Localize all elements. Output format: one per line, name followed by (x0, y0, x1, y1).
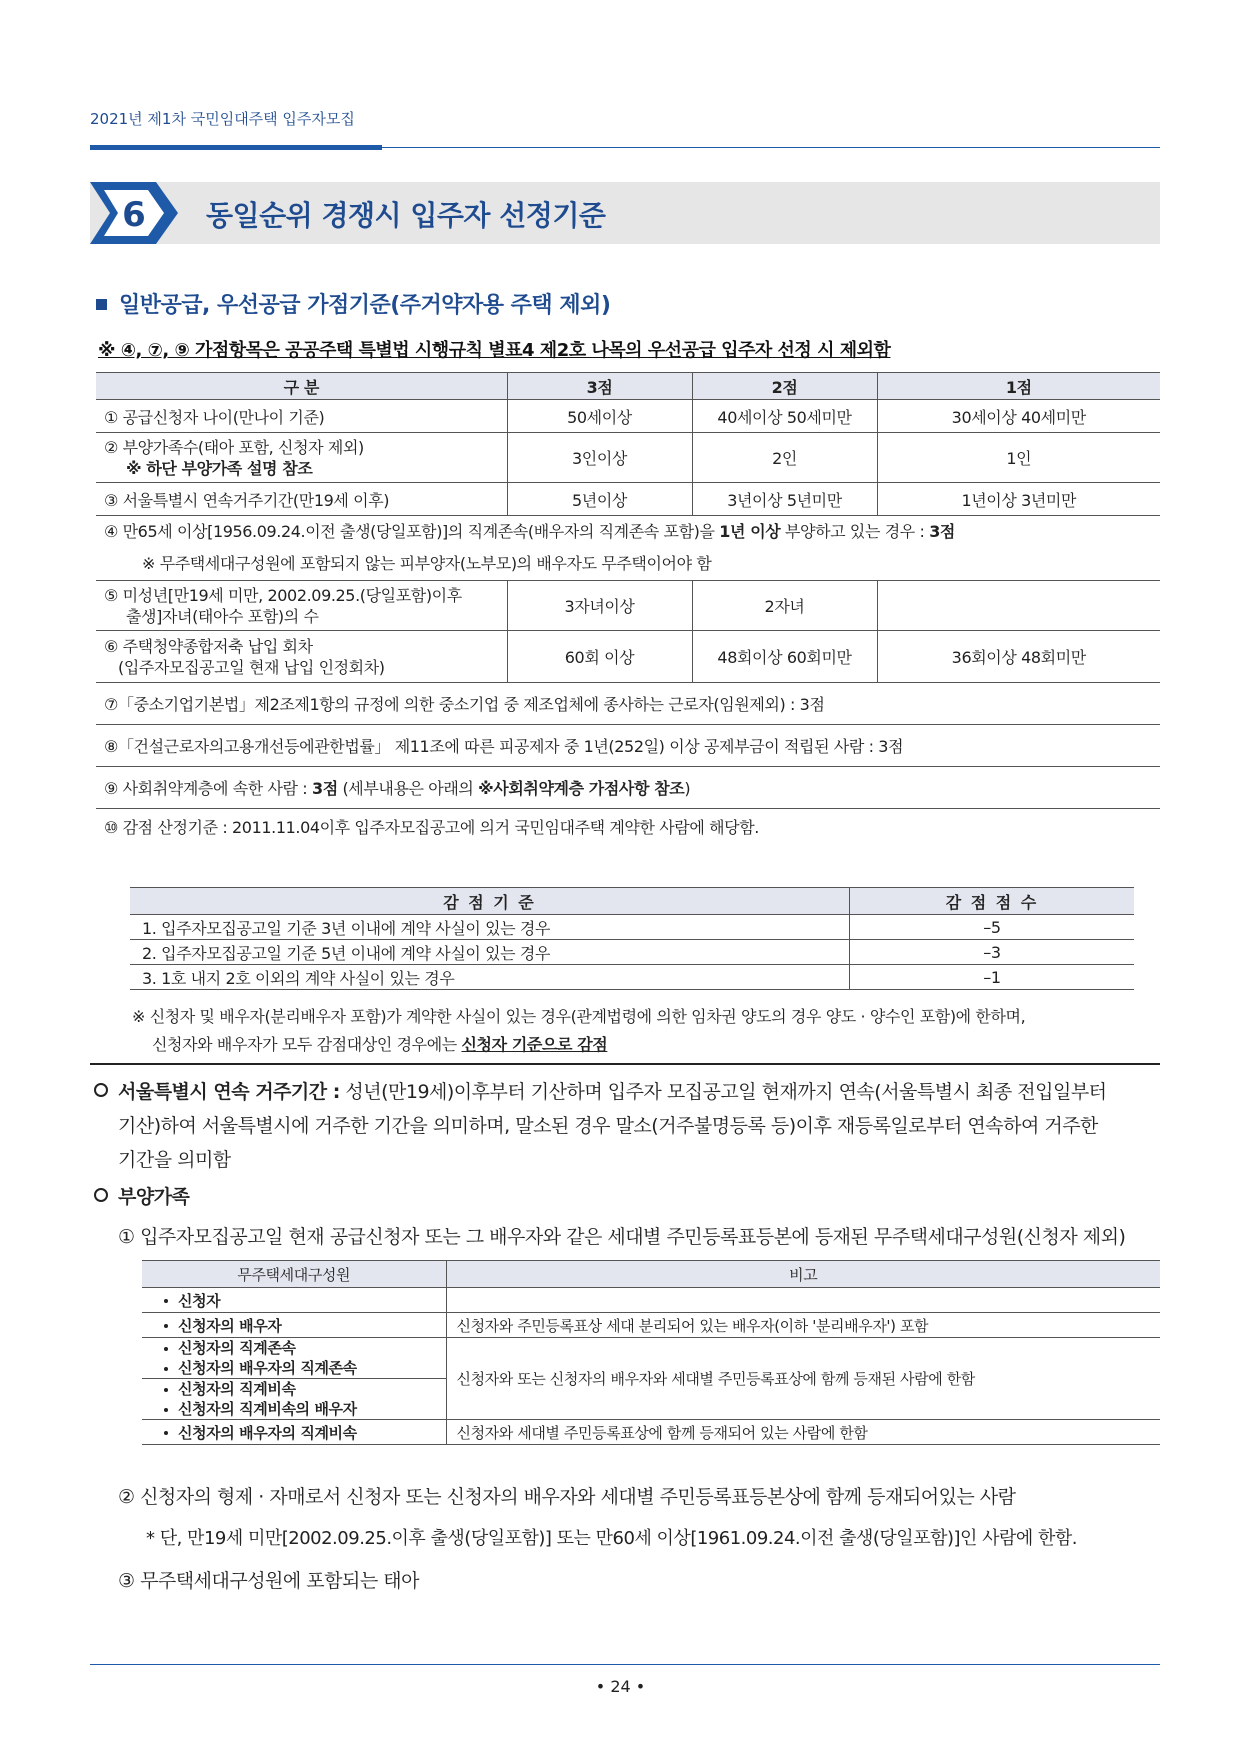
table-row (142, 1288, 1160, 1313)
row-4-note: ※ 무주택세대구성원에 포함되지 않는 피부양자(노부모)의 배우자도 무주택이어야 함 (142, 554, 712, 573)
dependents-heading (94, 1180, 1162, 1214)
table-header-row (96, 373, 1160, 400)
cell-1pt: 36회이상 48회미만 (877, 631, 1160, 683)
member-cell (142, 1288, 446, 1313)
table-row (142, 1313, 1160, 1338)
header-criteria: 감 점 기 준 (130, 888, 850, 915)
deduction-note (132, 1003, 1152, 1059)
header-member: 무주택세대구성원 (142, 1261, 446, 1288)
cell-2pt: 48회이상 60회미만 (692, 631, 877, 683)
table-row (96, 400, 1160, 433)
cell-1pt: 1년이상 3년미만 (877, 483, 1160, 516)
cell-3pt: 5년이상 (507, 483, 692, 516)
row-full-text (96, 516, 1160, 581)
row-7-text: ⑦「중소기업기본법」제2조제1항의 규정에 의한 중소기업 중 제조업체에 종사하는 근로자(임원제외) : 3점 (96, 683, 1160, 725)
member-cell (142, 1379, 446, 1420)
dependents-item-2-note: * 단, 만19세 미만[2002.09.25.이후 출생(당일포함)] 또는 만60세 이상[1961.09.24.이전 출생(당일포함)]인 사람에 한함. (146, 1528, 1078, 1549)
row-label (96, 581, 507, 631)
row-9-post: ) (684, 779, 691, 798)
row-9-mid: (세부내용은 아래의 (337, 779, 479, 798)
table-row (142, 1420, 1160, 1445)
deduction-note-line2 (132, 1031, 1152, 1059)
residence-line1 (94, 1075, 1162, 1109)
table-row (130, 915, 1134, 940)
row-label (96, 433, 507, 483)
row-10-text: ⑩ 감점 산정기준 : 2011.11.04이후 입주자모집공고에 의거 국민임대주택 계약한 사람에 해당함. (104, 818, 759, 838)
header-3pt: 3점 (507, 373, 692, 400)
row-9-text (96, 767, 1160, 809)
table-row (142, 1338, 1160, 1379)
deduction-note-pre: 신청자와 배우자가 모두 감점대상인 경우에는 (152, 1035, 462, 1054)
section-title: 동일순위 경쟁시 입주자 선정기준 (206, 199, 606, 232)
dot-bullet-icon (164, 1367, 168, 1371)
table-row (96, 483, 1160, 516)
row-9-score: 3점 (311, 779, 338, 798)
member-name: 신청자의 직계비속의 배우자 (178, 1400, 357, 1418)
member-name: 신청자의 배우자 (178, 1316, 282, 1335)
dependents-item-2: ② 신청자의 형제 · 자매로서 신청자 또는 신청자의 배우자와 세대별 주민등록표등본상에 함께 등재되어있는 사람 (118, 1486, 1016, 1508)
row-label-text: ② 부양가족수(태아 포함, 신청자 제외) (104, 437, 364, 457)
row-label: ③ 서울특별시 연속거주기간(만19세 이후) (96, 483, 507, 516)
cell-2pt: 2자녀 (692, 581, 877, 631)
cell-1pt (877, 581, 1160, 631)
table-row (130, 965, 1134, 990)
table-row (96, 631, 1160, 683)
footer-divider (90, 1664, 1160, 1665)
deduction-criteria: 1. 입주자모집공고일 기준 3년 이내에 계약 사실이 있는 경우 (130, 915, 850, 940)
member-cell (142, 1313, 446, 1338)
subheading (96, 288, 610, 319)
header-remark: 비고 (446, 1261, 1160, 1288)
member-cell (142, 1420, 446, 1445)
row-label-line2: 출생]자녀(태아수 포함)의 수 (126, 606, 319, 626)
remark-cell: 신청자와 또는 신청자의 배우자와 세대별 주민등록표상에 함께 등재된 사람에 한함 (446, 1338, 1160, 1420)
residence-definition (94, 1075, 1162, 1177)
dependents-header-row (142, 1261, 1160, 1288)
remark-cell: 신청자와 주민등록표상 세대 분리되어 있는 배우자(이하 '분리배우자') 포함 (446, 1313, 1160, 1338)
cell-1pt: 1인 (877, 433, 1160, 483)
deduction-note-bold: 신청자 기준으로 감점 (461, 1035, 608, 1054)
deduction-score: –3 (850, 940, 1135, 965)
exclusion-note: ※ ④, ⑦, ⑨ 가점항목은 공공주택 특별법 시행규칙 별표4 제2호 나목의 우선공급 입주자 선정 시 제외함 (98, 340, 891, 361)
member-line (164, 1358, 436, 1378)
row-9-pre: ⑨ 사회취약계층에 속한 사람 : (104, 779, 312, 798)
page-number: • 24 • (595, 1677, 646, 1696)
table-row (96, 683, 1160, 725)
member-name: 신청자 (178, 1291, 221, 1310)
header-category: 구 분 (96, 373, 507, 400)
row-label-line1: ⑥ 주택청약종합저축 납입 회차 (104, 636, 313, 656)
cell-2pt: 2인 (692, 433, 877, 483)
dot-bullet-icon (164, 1347, 168, 1351)
table-row (130, 940, 1134, 965)
row-label-note: ※ 하단 부양가족 설명 참조 (126, 458, 313, 478)
circle-bullet-icon (94, 1188, 108, 1202)
header-1pt: 1점 (877, 373, 1160, 400)
member-name: 신청자의 직계비속 (178, 1380, 296, 1398)
row-label: ① 공급신청자 나이(만나이 기준) (96, 400, 507, 433)
row-4-text (104, 516, 1152, 548)
table-row (96, 809, 1160, 845)
dependents-title: 부양가족 (118, 1186, 190, 1208)
section-chevron-icon (90, 182, 178, 244)
table-row (96, 767, 1160, 809)
member-line (164, 1338, 436, 1358)
row-4-bold: 1년 이상 (719, 522, 781, 541)
deduction-header-row (130, 888, 1134, 915)
table-row (96, 725, 1160, 767)
member-line (164, 1379, 436, 1399)
deduction-criteria: 2. 입주자모집공고일 기준 5년 이내에 계약 사실이 있는 경우 (130, 940, 850, 965)
cell-3pt: 60회 이상 (507, 631, 692, 683)
row-label-line1: ⑤ 미성년[만19세 미만, 2002.09.25.(당일포함)이후 (104, 585, 462, 605)
remark-cell (446, 1288, 1160, 1313)
residence-text1: 성년(만19세)이후부터 기산하며 입주자 모집공고일 현재까지 연속(서울특별시 최종 전입일부터 (339, 1081, 1107, 1103)
header-score: 감 점 점 수 (850, 888, 1135, 915)
header-2pt: 2점 (692, 373, 877, 400)
circle-bullet-icon (94, 1083, 108, 1097)
member-line (164, 1399, 436, 1419)
member-name: 신청자의 직계존속 (178, 1339, 296, 1357)
member-cell (142, 1338, 446, 1379)
section-divider (90, 1063, 1160, 1065)
dot-bullet-icon (164, 1388, 168, 1392)
score-table (96, 372, 1160, 845)
cell-3pt: 3인이상 (507, 433, 692, 483)
row-8-text: ⑧「건설근로자의고용개선등에관한법률」 제11조에 따른 피공제자 중 1년(252일) 이상 공제부금이 적립된 사람 : 3점 (96, 725, 1160, 767)
table-row (96, 516, 1160, 581)
member-name: 신청자의 배우자의 직계존속 (178, 1359, 357, 1377)
square-bullet-icon (96, 299, 107, 310)
deduction-score: –5 (850, 915, 1135, 940)
deduction-table-wrap (130, 887, 1134, 990)
deduction-note-line1: ※ 신청자 및 배우자(분리배우자 포함)가 계약한 사실이 있는 경우(관계법령에 의한 임차권 양도의 경우 양도 · 양수인 포함)에 한하며, (132, 1007, 1026, 1026)
dependents-item-1: ① 입주자모집공고일 현재 공급신청자 또는 그 배우자와 같은 세대별 주민등록표등본에 등재된 무주택세대구성원(신청자 제외) (118, 1226, 1126, 1248)
cell-3pt: 50세이상 (507, 400, 692, 433)
residence-text2: 기산)하여 서울특별시에 거주한 기간을 의미하며, 말소된 경우 말소(거주불명등록 등)이후 재등록일로부터 연속하여 거주한 (118, 1115, 1098, 1137)
deduction-score: –1 (850, 965, 1135, 990)
cell-1pt: 30세이상 40세미만 (877, 400, 1160, 433)
dot-bullet-icon (164, 1324, 168, 1328)
deduction-criteria: 3. 1호 내지 2호 이외의 계약 사실이 있는 경우 (130, 965, 850, 990)
dependents-item-3: ③ 무주택세대구성원에 포함되는 태아 (118, 1570, 419, 1592)
cell-2pt: 3년이상 5년미만 (692, 483, 877, 516)
row-4-mid: 부양하고 있는 경우 : (780, 522, 930, 541)
row-label-line2: (입주자모집공고일 현재 납입 인정회차) (118, 657, 385, 677)
cell-3pt: 3자녀이상 (507, 581, 692, 631)
table-row (96, 581, 1160, 631)
header-title: 2021년 제1차 국민임대주택 입주자모집 (90, 110, 355, 128)
deduction-table (130, 887, 1134, 990)
row-9-ref: ※사회취약계층 가점사항 참조 (478, 779, 685, 798)
dot-bullet-icon (164, 1408, 168, 1412)
section-number: 6 (122, 195, 146, 235)
cell-2pt: 40세이상 50세미만 (692, 400, 877, 433)
table-row (96, 433, 1160, 483)
residence-term: 서울특별시 연속 거주기간 : (118, 1081, 340, 1103)
dot-bullet-icon (164, 1431, 168, 1435)
member-name: 신청자의 배우자의 직계비속 (178, 1423, 357, 1442)
row-label (96, 631, 507, 683)
dependents-table (142, 1260, 1160, 1445)
dot-bullet-icon (164, 1299, 168, 1303)
header-accent-bar (90, 145, 382, 150)
residence-text3: 기간을 의미함 (118, 1149, 231, 1171)
row-4-score: 3점 (929, 522, 955, 541)
subheading-text: 일반공급, 우선공급 가점기준(주거약자용 주택 제외) (119, 293, 611, 318)
section-title-bar (90, 182, 1160, 244)
row-4-pre: ④ 만65세 이상[1956.09.24.이전 출생(당일포함)]의 직계존속(배우자의 직계존속 포함)을 (104, 522, 720, 541)
remark-cell: 신청자와 세대별 주민등록표상에 함께 등재되어 있는 사람에 한함 (446, 1420, 1160, 1445)
